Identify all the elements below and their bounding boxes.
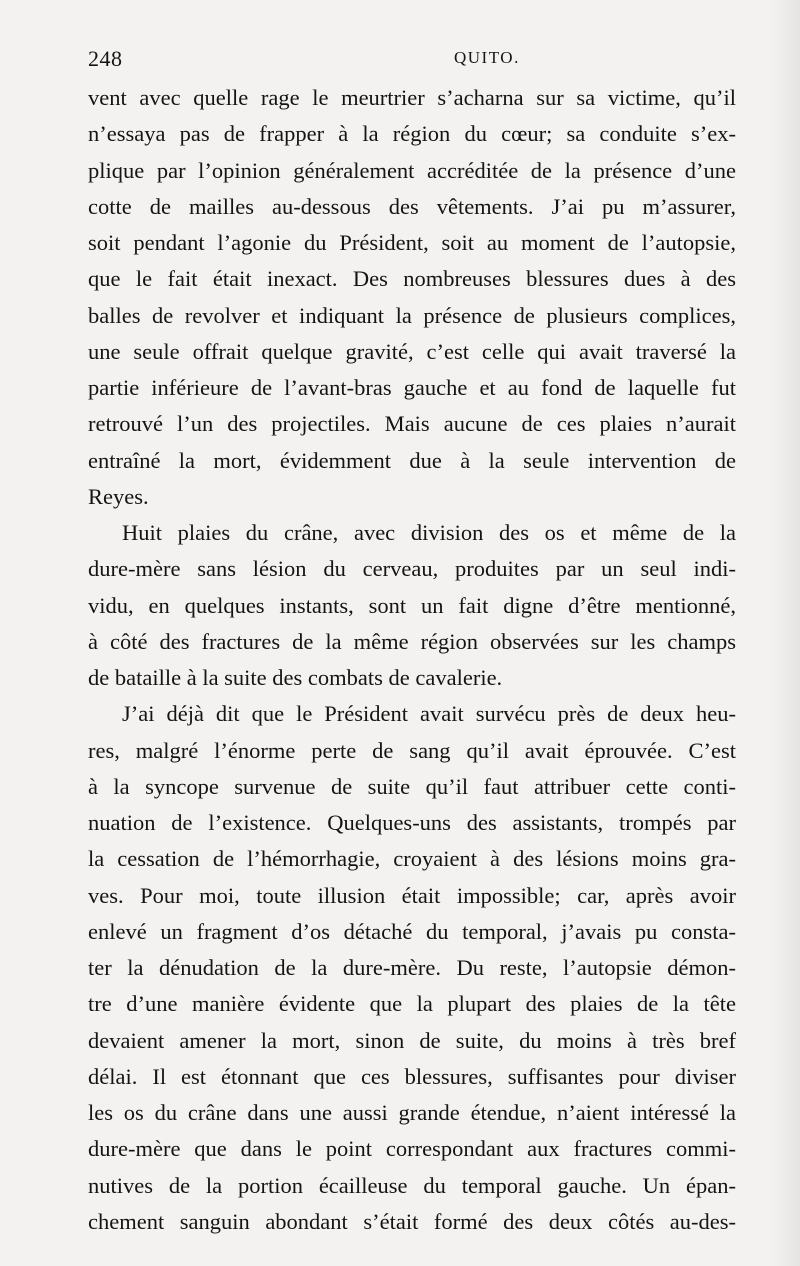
text-line: nutives de la portion écailleuse du temporal gauche. Un épan- (88, 1172, 736, 1198)
paragraph-start-line: Huit plaies du crâne, avec division des os et même de la (122, 520, 736, 545)
text-line: vidu, en quelques instants, sont un fait digne d’être mentionné, (88, 592, 736, 618)
text-line: chement sanguin abondant s’était formé des deux côtés au-des- (88, 1208, 736, 1234)
text-line: ves. Pour moi, toute illusion était impossible; car, après avoir (88, 882, 736, 908)
page-edge-shadow (770, 0, 800, 1266)
running-title: QUITO. (454, 48, 520, 67)
text-line: à côté des fractures de la même région observées sur les champs (88, 628, 736, 654)
text-line: vent avec quelle rage le meurtrier s’acharna sur sa victime, qu’il (88, 85, 736, 110)
text-line: dure-mère que dans le point correspondant aux fractures commi- (88, 1136, 736, 1162)
text-line: les os du crâne dans une aussi grande étendue, n’aient intéressé la (88, 1100, 736, 1125)
text-line: cotte de mailles au-dessous des vêtements. J’ai pu m’assurer, (88, 193, 736, 219)
text-line: nuation de l’existence. Quelques-uns des assistants, trompés par (88, 810, 736, 835)
text-line: plique par l’opinion généralement accréditée de la présence d’une (88, 157, 736, 183)
text-line: entraîné la mort, évidemment due à la seule intervention de (88, 447, 736, 473)
page-header (88, 46, 728, 76)
text-line: soit pendant l’agonie du Président, soit au moment de l’autopsie, (88, 230, 736, 255)
text-line: partie inférieure de l’avant-bras gauche et au fond de laquelle fut (88, 375, 736, 400)
paragraph-start-line: J’ai déjà dit que le Président avait survécu près de deux heu- (122, 701, 736, 727)
text-line: délai. Il est étonnant que ces blessures, suffisantes pour diviser (88, 1063, 736, 1089)
text-line: enlevé un fragment d’os détaché du temporal, j’avais pu consta- (88, 918, 736, 944)
text-line: ter la dénudation de la dure-mère. Du reste, l’autopsie démon- (88, 955, 736, 980)
text-line: une seule offrait quelque gravité, c’est celle qui avait traversé la (88, 338, 736, 364)
text-line: n’essaya pas de frapper à la région du cœur; sa conduite s’ex- (88, 121, 736, 147)
paragraph-end-line: de bataille à la suite des combats de cavalerie. (88, 665, 503, 690)
text-line: balles de revolver et indiquant la présence de plusieurs complices, (88, 302, 736, 328)
body-text (88, 80, 736, 1240)
paragraph-end-line: Reyes. (88, 483, 149, 509)
text-line: devaient amener la mort, sinon de suite, du moins à très bref (88, 1027, 736, 1053)
text-line: dure-mère sans lésion du cerveau, produites par un seul indi- (88, 556, 736, 582)
text-line: que le fait était inexact. Des nombreuses blessures dues à des (88, 266, 736, 292)
page-number: 248 (88, 46, 123, 71)
text-line: retrouvé l’un des projectiles. Mais aucune de ces plaies n’aurait (88, 411, 736, 437)
text-line: res, malgré l’énorme perte de sang qu’il avait éprouvée. C’est (88, 737, 736, 763)
text-line: tre d’une manière évidente que la plupart des plaies de la tête (88, 991, 736, 1017)
text-line: à la syncope survenue de suite qu’il faut attribuer cette conti- (88, 773, 736, 799)
text-line: la cessation de l’hémorrhagie, croyaient à des lésions moins gra- (88, 846, 736, 872)
